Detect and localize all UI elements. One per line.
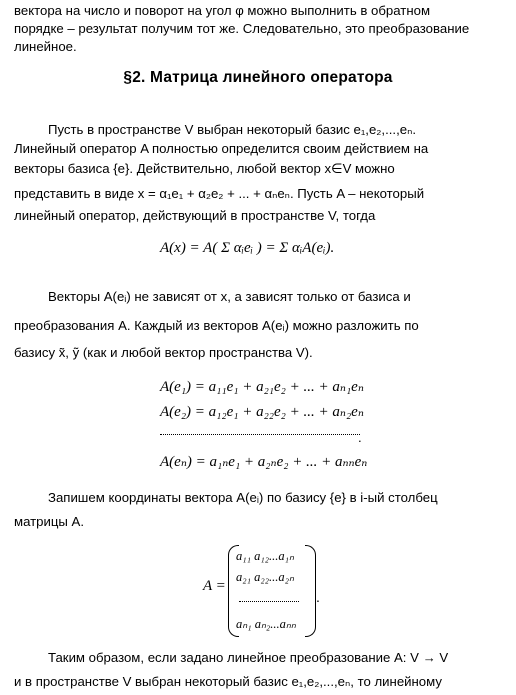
formula-operator-action: A(x) = A( Σ αᵢeᵢ ) = Σ αᵢA(eᵢ). <box>160 240 335 256</box>
matrix-row-1: a₁₁ a₁₂...a₁ₙ <box>236 549 294 563</box>
para4-line-2: и в пространстве V выбран некоторый базис e₁,e₂,...,eₙ, то линейному <box>14 674 442 689</box>
matrix-row-2: a₂₁ a₂₂...a₂ₙ <box>236 570 294 584</box>
para1-line-1: Пусть в пространстве V выбран некоторый базис e₁,e₂,...,eₙ. <box>48 122 416 137</box>
para2-line-2: преобразования A. Каждый из векторов A(eᵢ) можно разложить по <box>14 318 419 333</box>
matrix-label: A = <box>203 578 226 594</box>
matrix-right-paren <box>305 545 316 637</box>
equation-ellipsis-dot: . <box>358 430 362 445</box>
para3-line-1: Запишем координаты вектора A(eᵢ) по базису {e} в i-ый столбец <box>48 490 438 505</box>
section-heading: §2. Матрица линейного оператора <box>123 69 393 86</box>
matrix-ellipsis <box>239 601 299 602</box>
intro-line-1: вектора на число и поворот на угол φ можно выполнить в обратном <box>14 3 431 18</box>
equation-ellipsis-line <box>160 428 360 435</box>
para2-line-3: базису x̃, ỹ (как и любой вектор пространства V). <box>14 345 313 360</box>
matrix-block <box>203 545 323 635</box>
matrix-period: . <box>316 589 320 605</box>
equation-row-n: A(eₙ) = a₁ₙe₁ + a₂ₙe₂ + ... + aₙₙeₙ <box>160 454 368 470</box>
matrix-row-n: aₙ₁ aₙ₂...aₙₙ <box>236 617 296 631</box>
para1-line-4: представить в виде x = α₁e₁ + α₂e₂ + ... + αₙeₙ. Пусть A – некоторый <box>14 186 425 201</box>
equation-row-1: A(e₁) = a₁₁e₁ + a₂₁e₂ + ... + aₙ₁eₙ <box>160 379 364 395</box>
para4-line-1: Таким образом, если задано линейное преобразование A: V → V <box>48 650 449 665</box>
equation-row-2: A(e₂) = a₁₂e₁ + a₂₂e₂ + ... + aₙ₂eₙ <box>160 404 364 420</box>
para1-line-2: Линейный оператор A полностью определится своим действием на <box>14 141 429 156</box>
intro-line-3: линейное. <box>14 39 77 54</box>
intro-line-2: порядке – результат получим тот же. Следовательно, это преобразование <box>14 21 470 36</box>
para1-line-3: векторы базиса {e}. Действительно, любой вектор x∈V можно <box>14 161 395 176</box>
para3-line-2: матрицы A. <box>14 514 85 529</box>
para1-line-5: линейный оператор, действующий в пространстве V, тогда <box>14 208 376 223</box>
para2-line-1: Векторы A(eᵢ) не зависят от x, а зависят только от базиса и <box>48 289 411 304</box>
